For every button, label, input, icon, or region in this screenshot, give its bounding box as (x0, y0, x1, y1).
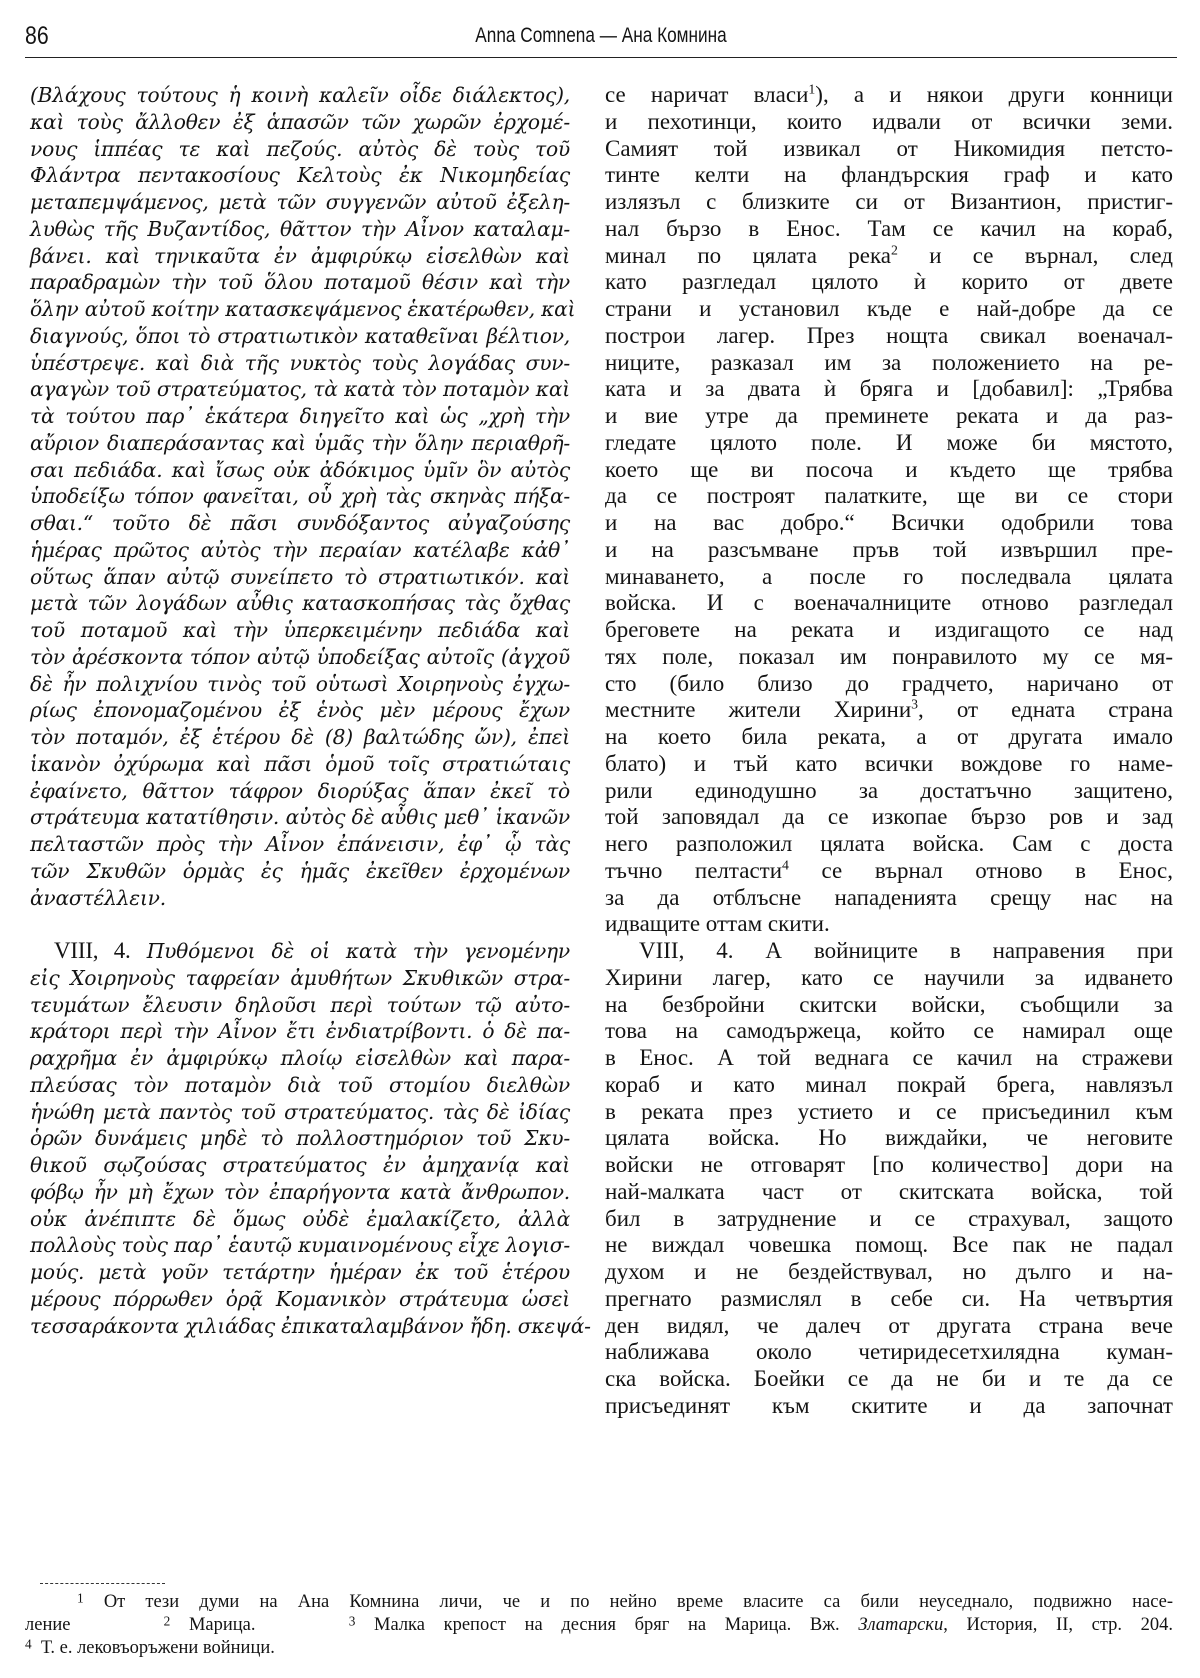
bulgarian-text: и на разсъмване пръв той извършил пре- (605, 536, 1173, 562)
bulgarian-text-line (605, 376, 1173, 403)
bulgarian-text: нал бързо в Енос. Там се качил на кораб, (605, 215, 1173, 241)
bulgarian-text: местните жители Хирини (605, 697, 912, 723)
bulgarian-text-line (605, 804, 1173, 831)
bulgarian-text-line (605, 162, 1173, 189)
bulgarian-text-line (605, 778, 1173, 805)
bulgarian-text-line (605, 189, 1173, 216)
bulgarian-text: тъчно пелтасти (605, 857, 783, 883)
bulgarian-text: рили единодушно за достатъчно защитено, (605, 777, 1173, 803)
bulgarian-text: като разгледал цялото ѝ корито от двете (605, 269, 1173, 295)
section-number: VIII, 4. (639, 938, 734, 963)
greek-text-line: μεταπεμψάμενος, μετὰ τῶν συγγενῶν αὐτοῦ ἐξελη- (30, 190, 570, 214)
bulgarian-text: ), а и някои други конници (815, 82, 1173, 107)
bulgarian-text: идващите оттам скити. (605, 911, 830, 937)
bulgarian-text-line: цялата войска. Но виждайки, че неговите (605, 1125, 1173, 1151)
bulgarian-text-line (605, 510, 1173, 537)
bulgarian-text-line (605, 617, 1173, 644)
greek-text-line: τὸν ποταμόν, ἐξ ἑτέρου δὲ (8) βαλτώδης ὤν), ἐπεὶ (30, 725, 570, 749)
bulgarian-text-line (605, 885, 1173, 912)
bulgarian-text-line: наближава около четиридесетхилядна куман- (605, 1339, 1173, 1365)
footnotes (25, 1591, 1173, 1660)
bulgarian-text-line: кораб и като минал покрай брега, навлязъл (605, 1071, 1173, 1097)
greek-text-line: βάνει. καὶ τηνικαῦτα ἐν ἀμφιρύκῳ εἰσελθὼν καὶ (30, 243, 570, 268)
bulgarian-text-line (605, 109, 1173, 136)
bulgarian-text-line: присъединят към скитите и да започнат (605, 1392, 1173, 1418)
greek-text-line: διαγνούς, ὅποι τὸ στρατιωτικὸν καταθεῖναι βέλτιον, (30, 323, 570, 348)
greek-text-line: ἀναστέλλειν. (30, 885, 166, 910)
bulgarian-text: него разположил цялата войска. Сам с доста (605, 831, 1173, 856)
bulgarian-paragraph-2 (605, 938, 1173, 1420)
bulgarian-text: и пехотинци, които идвали от всички земи. (605, 108, 1173, 134)
footnote-rule (40, 1583, 165, 1584)
greek-text-line: σαι πεδιάδα. καὶ ἴσως οὐκ ἀδόκιμος ὑμῖν ὃν αὐτὸς (30, 457, 570, 482)
bulgarian-text-line: това на самодържеца, който се намирал още (605, 1018, 1173, 1044)
bulgarian-text: сто (било близо до градчето, наричано от (605, 670, 1173, 696)
bulgarian-text-line: Хирини лагер, като се научили за идването (605, 964, 1173, 990)
bulgarian-text: ката и за двата ѝ бряга и [добавил]: „Трябва (605, 376, 1173, 402)
bulgarian-text: войска. И с военачалниците отново разгледал (605, 590, 1173, 616)
bulgarian-paragraph-1 (605, 82, 1173, 938)
bulgarian-text-line (605, 697, 1173, 724)
greek-text: Πυθόμενοι δὲ οἱ κατὰ τὴν γενομένην (146, 939, 570, 963)
bulgarian-text-line: войски не отговарят [по количество] дори на (605, 1152, 1173, 1177)
greek-text-line: ὁρῶν δυνάμεις μηδὲ τὸ πολλοστημόριον τοῦ Σκυ- (30, 1126, 570, 1151)
bulgarian-text: гледате цялото поле. И може би мястото, (605, 429, 1173, 455)
footnote-line-1 (25, 1591, 1173, 1614)
footnote-line-2 (25, 1614, 1173, 1637)
bulgarian-text-line (605, 136, 1173, 163)
bulgarian-text-line: на безбройни скитски войски, съобщили за (605, 991, 1173, 1017)
greek-text-line: θικοῦ σῳζούσας στρατεύματος ἐν ἀμηχανίᾳ καὶ (30, 1153, 570, 1177)
bulgarian-text-column (605, 82, 1173, 1420)
greek-text-line: ὅλην αὐτοῦ κοίτην κατασκεψάμενος ἑκατέρωθεν, καὶ (30, 297, 576, 321)
footnote-reference: 4 (782, 857, 789, 873)
bulgarian-text-line (605, 938, 1173, 965)
greek-text-line: ρίως ἐπονομαζομένου ἐξ ἑνὸς μὲν μέρους ἔχων (30, 698, 570, 723)
bulgarian-text: бреговете на реката и издигащото се над (605, 617, 1173, 642)
greek-text-line: εἰς Χοιρηνοὺς ταφρείαν ἀμυθήτων Σκυθικῶν στρα- (30, 965, 570, 990)
bulgarian-text-line (605, 82, 1173, 109)
greek-text-line: ὑπέστρεψε. καὶ διὰ τῆς νυκτὸς τοὺς λογάδας συν- (30, 350, 570, 375)
bulgarian-text: на което била реката, а от другата имало (605, 724, 1173, 749)
greek-text-line: τὰ τούτου παρ᾽ ἑκάτερα διηγεῖτο καὶ ὡς „χρὴ τὴν (30, 404, 570, 428)
bulgarian-text-line: прегнато размислял в себе си. На четвъртия (605, 1285, 1173, 1311)
bulgarian-text: и вие утре да преминете реката и да раз- (605, 403, 1173, 428)
bulgarian-text-line: в реката през устието и се присъединил към (605, 1098, 1173, 1124)
bulgarian-text-line (605, 216, 1173, 243)
greek-text-line: κράτορι περὶ τὴν Αἶνον ἔτι ἐνδιατρίβοντι. ὁ δὲ πα- (30, 1019, 570, 1044)
greek-text-column (30, 82, 591, 1339)
greek-text-line: δὲ ἦν πολιχνίου τινὸς τοῦ οὑτωσὶ Χοιρηνοὺς ἐγχω- (30, 671, 570, 696)
bulgarian-text-line: ска войска. Боейки се да не би и те да се (605, 1366, 1173, 1391)
footnote-line-3 (25, 1637, 1173, 1660)
bulgarian-text: да се построят палатките, ще ви се стори (605, 483, 1173, 509)
bulgarian-text-line (605, 911, 1173, 938)
greek-paragraph-2 (30, 938, 591, 1339)
bulgarian-text-line: най-малката част от скитската войска, той (605, 1178, 1173, 1204)
bulgarian-text: се наричат власи (605, 82, 809, 107)
greek-text-line: πλεύσας τὸν ποταμὸν διὰ τοῦ στομίου διελθὼν (30, 1072, 570, 1097)
greek-text-line: αγαγὼν τοῦ στρατεύματος, τὰ κατὰ τὸν ποταμὸν καὶ (30, 377, 570, 402)
bulgarian-text-line (605, 323, 1173, 350)
bulgarian-text: ниците, разказал им за положението на ре- (605, 349, 1173, 375)
greek-text-line: παραδραμὼν τὴν τοῦ ὅλου ποταμοῦ θέσιν καὶ τὴν (30, 270, 570, 295)
bulgarian-text-line: духом и не бездействувал, но дълго и на- (605, 1259, 1173, 1284)
greek-text-line: νους ἱππέας τε καὶ πεζούς. αὐτὸς δὲ τοὺς τοῦ (30, 136, 570, 161)
bulgarian-text: за да отблъсне нападенията срещу нас на (605, 884, 1173, 910)
running-title: Anna Comnena — Ана Комнина (475, 24, 727, 47)
page-number: 86 (25, 22, 49, 50)
bulgarian-text: , от едната страна (918, 697, 1173, 723)
bulgarian-text-line (605, 537, 1173, 564)
footnote-3-author: Златарски (858, 1615, 944, 1635)
greek-text-line: οὐκ ἀνέπιπτε δὲ ὅμως οὐδὲ ἐμαλακίζετο, ἀλλὰ (30, 1206, 570, 1231)
footnote-2-text: Марица. (188, 1615, 256, 1635)
greek-text-line: καὶ τοὺς ἄλλοθεν ἐξ ἁπασῶν τῶν χωρῶν ἐρχομέ- (30, 109, 570, 134)
greek-text-line: τοῦ ποταμοῦ καὶ τὴν ὑπερκειμένην πεδιάδα καὶ (30, 618, 570, 642)
bulgarian-text-line (605, 751, 1173, 778)
greek-text-line: αὔριον διαπεράσαντας καὶ ὑμᾶς τὴν ὅλην περιαθρῆ- (30, 430, 570, 455)
greek-text-line: μούς. μετὰ γοῦν τετάρτην ἡμέραν ἐκ τοῦ ἑτέρου (30, 1260, 570, 1284)
greek-text-line: τῶν Σκυθῶν ὁρμὰς ἐς ἡμᾶς ἐκεῖθεν ἐρχομένων (30, 858, 570, 883)
footnote-reference: 3 (911, 696, 919, 712)
bulgarian-text: тях поле, показал им понравилото му се мя- (605, 643, 1173, 669)
bulgarian-text-line (605, 831, 1173, 858)
greek-text-line: σθαι.“ τοῦτο δὲ πᾶσι συνδόξαντος αὐγαζούσης (30, 511, 570, 535)
footnote-marker-1: 1 (77, 1590, 84, 1606)
footnote-reference: 1 (808, 81, 816, 97)
footnote-1-text-cont: ление (25, 1615, 71, 1635)
bulgarian-text-line (605, 671, 1173, 698)
footnote-1-text: От тези думи на Ана Комнина личи, че и по нейно време власите са били неуседнало, подвижно насе- (103, 1592, 1174, 1612)
greek-text-line: μετὰ τῶν λογάδων αὖθις κατασκοπήσας τὰς ὄχθας (30, 591, 570, 616)
bulgarian-text-line (605, 457, 1173, 484)
greek-text-line: φόβῳ ἦν μὴ ἔχων τὸν ἐπαρήγοντα κατὰ ἄνθρωπον. (30, 1179, 570, 1204)
bulgarian-text: А войниците в направения при (765, 938, 1174, 963)
greek-text-line (30, 938, 570, 965)
bulgarian-text: излязъл с близките си от Византион, пристиг- (605, 189, 1173, 214)
bulgarian-text: страни и установил къде е най-добре да се (605, 296, 1173, 321)
bulgarian-text-line (605, 350, 1173, 377)
bulgarian-text-line (605, 564, 1173, 591)
greek-text-line: μέρους πόρρωθεν ὁρᾷ Κομανικὸν στράτευμα ὡσεὶ (30, 1286, 570, 1311)
bulgarian-text-line (605, 483, 1173, 510)
section-number: VIII, 4. (54, 938, 131, 963)
bulgarian-text: построи лагер. През нощта свикал военачал- (605, 322, 1173, 348)
greek-text-line: λυθὼς τῆς Βυζαντίδος, θᾶττον τὴν Αἶνον καταλαμ- (30, 216, 570, 241)
bulgarian-text: минаването, а после го последвала цялата (605, 563, 1173, 589)
footnote-reference: 2 (891, 241, 898, 257)
bulgarian-text: минал по цялата река (605, 242, 891, 268)
greek-text-line: Φλάντρα πεντακοσίους Κελτοὺς ἐκ Νικομηδείας (30, 163, 570, 188)
bulgarian-text-line (605, 858, 1173, 885)
greek-text-line: οὕτως ἅπαν αὐτῷ συνείπετο τὸ στρατιωτικόν. καὶ (30, 564, 570, 589)
footnote-3-text: Малка крепост на десния бряг на Марица. Вж. (374, 1615, 840, 1635)
bulgarian-text: което ще ви посоча и където ще трябва (605, 456, 1173, 482)
paragraph-gap (30, 911, 570, 938)
greek-text-line: ἡνώθη μετὰ παντὸς τοῦ στρατεύματος. τὰς δὲ ἰδίας (30, 1099, 570, 1124)
bulgarian-text-line (605, 590, 1173, 617)
bulgarian-text: той заповядал да се изкопае бързо ров и зад (605, 804, 1173, 830)
bulgarian-text-line (605, 430, 1173, 457)
bulgarian-text: тинте келти на фландърския граф и като (605, 162, 1173, 188)
greek-text-line: ὑποδείξω τόπον φανεῖται, οὗ χρὴ τὰς σκηνὰς πήξα- (30, 484, 570, 509)
header-rule (25, 57, 1177, 58)
footnote-marker-3: 3 (348, 1613, 356, 1629)
bulgarian-text-line (605, 269, 1173, 296)
bulgarian-text: и на вас добро.“ Всички одобрили това (605, 510, 1173, 535)
bulgarian-text: блато) и тъй като всички вождове го наме- (605, 750, 1173, 776)
bulgarian-text-line: не виждал човешка помощ. Все пак не падал (605, 1232, 1173, 1258)
bulgarian-text: се върнал отново в Енос, (788, 857, 1173, 883)
page-header (25, 20, 1177, 52)
greek-text-line: (Βλάχους τούτους ἡ κοινὴ καλεῖν οἶδε διάλεκτος), (30, 83, 570, 107)
greek-text-line: πελταστῶν πρὸς τὴν Αἶνον ἐπάνεισιν, ἐφ᾽ ᾧ τὰς (30, 832, 570, 856)
footnote-3-text-post: , История, II, стр. 204. (943, 1615, 1174, 1635)
bulgarian-text-line (605, 403, 1173, 430)
greek-text-line: τευμάτων ἔλευσιν δηλοῦσι περὶ τούτων τῷ αὐτο- (30, 992, 570, 1017)
greek-text-line: ἡμέρας πρῶτος αὐτὸς τὴν περαίαν κατέλαβε κἀθ᾽ (30, 537, 570, 562)
bulgarian-text: и се върнал, след (897, 242, 1173, 268)
greek-text-line: ραχρῆμα ἐν ἀμφιρύκῳ πλοίῳ εἰσελθὼν καὶ παρα- (30, 1046, 570, 1070)
footnote-marker-2: 2 (163, 1613, 171, 1629)
bulgarian-text-line: в Енос. А той веднага се качил на стражеви (605, 1045, 1173, 1070)
footnote-4-text: Т. е. лековъоръжени войници. (40, 1638, 275, 1658)
bulgarian-text-line (605, 644, 1173, 671)
greek-text-line: στράτευμα κατατίθησιν. αὐτὸς δὲ αὖθις μεθ᾽ ἱκανῶν (30, 805, 570, 830)
bulgarian-text: Самият той извикал от Никомидия петсто- (605, 135, 1173, 161)
greek-text-line: πολλοὺς τοὺς παρ᾽ ἑαυτῷ κυμαινομένους εἶχε λογισ- (30, 1233, 570, 1258)
greek-text-line: ἐφαίνετο, θᾶττον τάφρον διορύξας ἅπαν ἐκεῖ τὸ (30, 778, 570, 803)
greek-paragraph-1 (30, 82, 576, 911)
bulgarian-text-line (605, 296, 1173, 323)
greek-text-line: ἱκανὸν ὀχύρωμα καὶ πᾶσι ὁμοῦ τοῖς στρατιώταις (30, 751, 570, 776)
bulgarian-text-line: ден видял, че далеч от другата страна вече (605, 1312, 1173, 1338)
greek-text-line: τὸν ἀρέσκοντα τόπον αὐτῷ ὑποδείξας αὐτοῖς (ἀγχοῦ (30, 644, 570, 669)
bulgarian-text-line (605, 243, 1173, 270)
footnote-marker-4: 4 (25, 1636, 32, 1652)
greek-text-line: τεσσαράκοντα χιλιάδας ἐπικαταλαμβάνον ἤδη. σκεψά- (30, 1313, 591, 1338)
bulgarian-text-line (605, 724, 1173, 751)
bulgarian-text-line: бил в затруднение и се страхувал, защото (605, 1205, 1173, 1231)
